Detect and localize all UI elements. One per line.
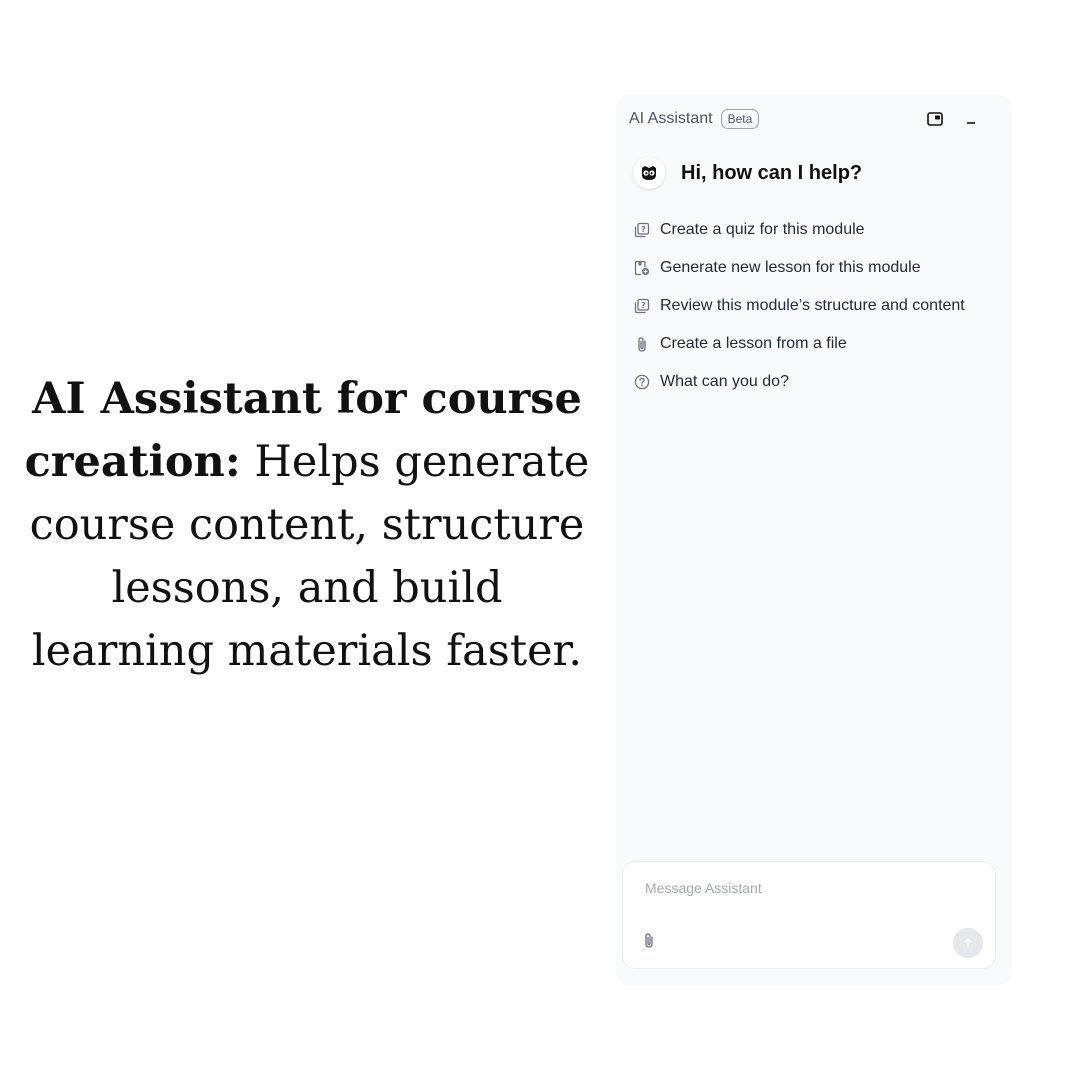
greeting	[633, 157, 862, 189]
review-icon	[633, 297, 651, 315]
ai-assistant-panel	[616, 95, 1012, 985]
suggestion-list	[633, 211, 1000, 401]
panel-header	[629, 107, 1000, 131]
caption-regular: Helps generate course content, structure lessons, and build learning materials faster.	[29, 437, 590, 676]
header-actions	[926, 107, 980, 131]
new-lesson-icon	[633, 259, 651, 277]
suggestion-lesson-from-file[interactable]	[633, 325, 1000, 363]
suggestion-label: Create a lesson from a file	[660, 335, 847, 352]
message-input[interactable]	[645, 880, 935, 896]
suggestion-label: What can you do?	[660, 373, 789, 390]
send-button[interactable]	[953, 928, 983, 958]
owl-icon	[640, 165, 658, 181]
caption-text	[22, 368, 592, 683]
minimize-button[interactable]	[962, 110, 980, 128]
beta-badge: Beta	[721, 109, 760, 129]
minimize-icon	[966, 112, 976, 126]
quiz-icon	[633, 221, 651, 239]
svg-text:?: ?	[641, 300, 646, 310]
picture-in-picture-button[interactable]	[926, 110, 944, 128]
svg-text:?: ?	[641, 224, 646, 234]
paperclip-icon	[643, 932, 655, 949]
assistant-avatar	[633, 157, 665, 189]
attach-file-button[interactable]	[643, 932, 659, 950]
arrow-up-icon	[962, 937, 974, 949]
suggestion-label: Review this module’s structure and content	[660, 297, 965, 314]
suggestion-what-can-you-do[interactable]	[633, 363, 1000, 401]
suggestion-label: Generate new lesson for this module	[660, 259, 921, 276]
suggestion-create-quiz[interactable]	[633, 211, 1000, 249]
message-composer	[622, 861, 996, 969]
panel-title: AI Assistant	[629, 110, 713, 127]
suggestion-generate-lesson[interactable]	[633, 249, 1000, 287]
question-circle-icon	[633, 373, 651, 391]
suggestion-label: Create a quiz for this module	[660, 221, 865, 238]
greeting-text: Hi, how can I help?	[681, 161, 863, 184]
caption-bold: AI Assistant for course creation:	[24, 374, 582, 487]
suggestion-review-module[interactable]	[633, 287, 1000, 325]
paperclip-icon	[633, 335, 651, 353]
picture-in-picture-icon	[927, 112, 943, 126]
